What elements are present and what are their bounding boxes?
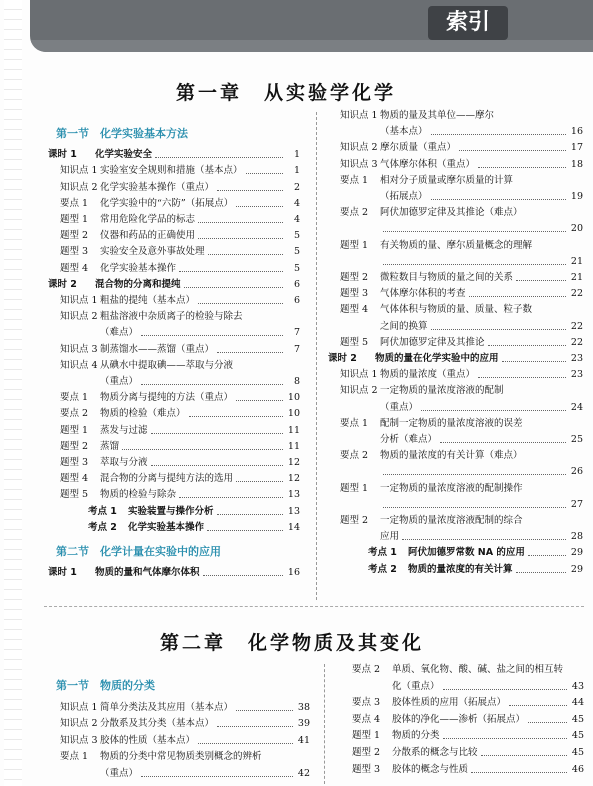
- page-number: 44: [571, 697, 584, 709]
- page-number: 43: [571, 680, 584, 692]
- entry-text: 从碘水中提取碘——萃取与分液: [100, 359, 234, 371]
- entry-tag: 题型 4: [340, 304, 369, 316]
- entry-tag: 知识点 3: [340, 158, 378, 170]
- page-number: 1: [293, 149, 300, 161]
- index-entry: [340, 515, 583, 527]
- entry-text: 阿伏加德罗定律及其推论: [380, 336, 485, 348]
- dot-leader: [383, 474, 566, 475]
- page-number: 24: [570, 401, 583, 413]
- index-entry: [60, 392, 300, 404]
- entry-text: 物质的分类中常见物质类别概念的辨析: [100, 751, 262, 763]
- entry-tag: 题型 2: [60, 440, 89, 452]
- page-number: 42: [297, 768, 310, 779]
- dot-leader: [184, 287, 283, 288]
- entry-tag: 考点 1: [368, 547, 397, 559]
- index-entry: [60, 214, 300, 226]
- dot-leader: [509, 705, 567, 706]
- chapter-divider: [44, 606, 584, 607]
- entry-text: 蒸馏: [100, 440, 120, 452]
- entry-tag: 知识点 2: [60, 181, 98, 193]
- page-number: 4: [293, 214, 300, 225]
- entry-text: 仪器和药品的正确使用: [100, 230, 196, 242]
- index-entry: [60, 263, 300, 275]
- entry-continuation: [340, 191, 583, 203]
- column-divider-1: [316, 112, 317, 600]
- dot-leader: [478, 167, 566, 168]
- entry-text: 阿伏加德罗常数 NA 的应用: [408, 547, 525, 559]
- dot-leader: [528, 722, 567, 723]
- index-entry: [60, 360, 300, 372]
- entry-tag: 题型 1: [340, 239, 369, 251]
- entry-text: 化（重点）: [392, 680, 440, 692]
- entry-text: 常用危险化学品的标志: [100, 214, 196, 225]
- entry-tag: 知识点 1: [340, 369, 378, 381]
- index-entry: [340, 207, 583, 219]
- entry-text: （重点）: [100, 768, 139, 779]
- entry-tag: 知识点 2: [340, 142, 378, 154]
- dot-leader: [383, 231, 566, 232]
- entry-tag: 考点 2: [88, 521, 117, 533]
- page-number: 11: [287, 424, 300, 436]
- page-number: 39: [297, 718, 310, 730]
- entry-text: 胶体性质的应用（拓展点）: [392, 697, 507, 709]
- entry-text: 一定物质的量浓度溶液的配制: [380, 385, 504, 397]
- page-number: 38: [297, 701, 310, 713]
- index-entry: [60, 198, 300, 210]
- entry-text: 之间的换算: [380, 320, 428, 332]
- entry-text: 一定物质的量浓度溶液配制的综合: [380, 515, 523, 526]
- entry-tag: 考点 2: [368, 563, 397, 575]
- page-number: 45: [571, 747, 584, 758]
- entry-text: 实验室安全规则和措施（基本点）: [100, 165, 243, 177]
- entry-text: 物质的量浓度的有关计算（难点）: [380, 450, 523, 462]
- header-bar: [30, 0, 593, 52]
- entry-tag: 知识点 1: [340, 110, 378, 121]
- entry-tag: 知识点 2: [340, 385, 378, 397]
- index-entry: [60, 489, 300, 501]
- entry-tag: 要点 1: [340, 174, 369, 186]
- entry-text: 物质的量浓度（重点）: [380, 369, 476, 381]
- entry-tag: 知识点 1: [60, 165, 98, 177]
- entry-text: 相对分子质量或摩尔质量的计算: [380, 174, 514, 186]
- entry-tag: 题型 3: [352, 763, 381, 775]
- entry-tag: 题型 2: [352, 747, 381, 758]
- page-number: 22: [570, 336, 583, 348]
- entry-text: 化学实验基本操作（重点）: [100, 181, 215, 193]
- page-number: 23: [570, 353, 583, 364]
- dot-leader: [236, 400, 283, 401]
- page-number: 13: [287, 505, 300, 517]
- entry-text: 物质的量和气体摩尔体积: [95, 567, 200, 579]
- entry-text: （难点）: [100, 327, 139, 339]
- dot-leader: [179, 271, 283, 272]
- entry-tag: 要点 1: [60, 197, 89, 209]
- index-entry: [60, 344, 300, 356]
- entry-continuation: [60, 768, 310, 780]
- dot-leader: [488, 345, 566, 346]
- dot-leader: [122, 449, 283, 450]
- index-entry: [352, 730, 584, 742]
- entry-text: 实验装置与操作分析: [128, 505, 214, 517]
- entry-text: 物质的检验（难点）: [100, 408, 186, 420]
- index-entry: [340, 385, 583, 397]
- entry-tag: 题型 1: [60, 424, 89, 436]
- page-number: 26: [570, 466, 583, 478]
- index-entry: [60, 425, 300, 437]
- page-number: 12: [287, 457, 300, 468]
- section-heading: 第一节 物质的分类: [56, 679, 155, 692]
- entry-text: 粗盐的提纯（基本点）: [100, 295, 196, 306]
- entry-tag: 知识点 1: [60, 701, 98, 713]
- entry-text: （基本点）: [380, 126, 428, 138]
- entry-tag: 题型 2: [60, 230, 89, 242]
- entry-tag: 课时 2: [328, 353, 357, 364]
- dot-leader: [217, 352, 283, 353]
- index-entry: [340, 240, 583, 252]
- index-entry: [340, 142, 583, 154]
- entry-text: 一定物质的量浓度溶液的配制操作: [380, 482, 523, 494]
- dot-leader: [471, 772, 567, 773]
- dot-leader: [443, 689, 567, 690]
- dot-leader: [155, 157, 283, 158]
- entry-continuation: [340, 321, 583, 333]
- dot-leader: [431, 329, 566, 330]
- entry-tag: 题型 3: [60, 246, 89, 258]
- entry-tag: 题型 1: [352, 730, 381, 742]
- page-number: 19: [570, 191, 583, 202]
- dot-leader: [421, 410, 566, 411]
- page-number: 23: [570, 369, 583, 381]
- entry-text: 制蒸馏水——蒸馏（重点）: [100, 343, 215, 355]
- page-number: 29: [570, 563, 583, 575]
- index-entry: [368, 547, 583, 559]
- entry-tag: 题型 5: [340, 336, 369, 348]
- index-entry: [48, 567, 300, 579]
- entry-text: 化学实验中的“六防”（拓展点）: [100, 197, 234, 209]
- entry-text: 蒸发与过滤: [100, 424, 148, 436]
- index-entry: [352, 664, 584, 676]
- entry-tag: 题型 1: [340, 482, 369, 494]
- dot-leader: [431, 134, 566, 135]
- dot-leader: [246, 173, 283, 174]
- index-entry: [340, 418, 583, 430]
- entry-text: 物质的量浓度的有关计算: [408, 563, 513, 575]
- page-number: 16: [287, 567, 300, 579]
- entry-text: 实验安全及意外事故处理: [100, 246, 205, 258]
- entry-tag: 要点 2: [340, 450, 369, 462]
- entry-continuation: [60, 327, 300, 339]
- entry-text: 化学实验基本操作: [128, 521, 205, 533]
- index-entry: [60, 165, 300, 177]
- dot-leader: [502, 361, 566, 362]
- dot-leader: [383, 264, 566, 265]
- dot-leader: [459, 150, 566, 151]
- page-number: 5: [293, 246, 300, 258]
- entry-continuation: [352, 681, 584, 693]
- index-entry: [340, 450, 583, 462]
- entry-text: 分散系及其分类（基本点）: [100, 718, 215, 730]
- dot-leader: [151, 433, 283, 434]
- entry-tag: 要点 1: [60, 751, 89, 763]
- index-entry: [60, 473, 300, 485]
- page-number: 7: [293, 327, 300, 339]
- entry-tag: 题型 4: [60, 262, 89, 274]
- entry-continuation: [340, 466, 583, 478]
- dot-leader: [236, 206, 283, 207]
- dot-leader: [402, 539, 566, 540]
- entry-text: 配制一定物质的量浓度溶液的误差: [380, 417, 523, 429]
- index-entry: [60, 457, 300, 469]
- dot-leader: [179, 497, 283, 498]
- dot-leader: [141, 335, 283, 336]
- entry-text: 萃取与分液: [100, 457, 148, 468]
- page-number: 2: [293, 181, 300, 193]
- page-number: 18: [570, 158, 583, 170]
- dot-leader: [189, 416, 283, 417]
- dot-leader: [141, 776, 293, 777]
- entry-text: 气体摩尔体积（重点）: [380, 158, 476, 170]
- entry-text: 化学实验安全: [95, 149, 153, 161]
- index-entry: [340, 483, 583, 495]
- entry-text: 物质的检验与除杂: [100, 489, 177, 501]
- entry-text: 气体体积与物质的量、质量、粒子数: [380, 304, 533, 316]
- entry-tag: 要点 3: [352, 697, 381, 709]
- entry-tag: 题型 4: [60, 473, 89, 485]
- entry-tag: 课时 1: [48, 149, 77, 161]
- page-number: 41: [297, 734, 310, 746]
- dot-leader: [528, 555, 566, 556]
- entry-text: 胶体的性质（基本点）: [100, 734, 196, 746]
- entry-text: （拓展点）: [380, 191, 428, 202]
- dot-leader: [198, 222, 283, 223]
- entry-text: 微粒数目与物质的量之间的关系: [380, 272, 514, 283]
- dot-leader: [469, 296, 566, 297]
- dot-leader: [207, 530, 283, 531]
- dot-leader: [141, 384, 283, 385]
- entry-text: 气体摩尔体积的考查: [380, 288, 466, 300]
- page-number: 21: [570, 255, 583, 267]
- index-entry: [60, 702, 310, 714]
- index-entry: [48, 279, 300, 291]
- entry-tag: 考点 1: [88, 505, 117, 517]
- page-number: 45: [571, 730, 584, 742]
- entry-tag: 题型 3: [60, 457, 89, 468]
- dot-leader: [236, 481, 283, 482]
- entry-text: 简单分类法及其应用（基本点）: [100, 701, 234, 713]
- dot-leader: [431, 199, 566, 200]
- entry-text: 化学实验基本操作: [100, 262, 177, 274]
- dot-leader: [383, 507, 566, 508]
- page-number: 4: [293, 197, 300, 209]
- chapter2-title: 第二章 化学物质及其变化: [160, 632, 425, 654]
- entry-tag: 题型 3: [340, 288, 369, 300]
- entry-text: 有关物质的量、摩尔质量概念的理解: [380, 239, 533, 251]
- page-number: 12: [287, 473, 300, 485]
- dot-leader: [208, 254, 283, 255]
- page-number: 46: [571, 763, 584, 775]
- entry-tag: 要点 4: [352, 713, 381, 725]
- entry-continuation: [340, 531, 583, 543]
- entry-text: 单质、氧化物、酸、碱、盐之间的相互转: [392, 664, 564, 675]
- dot-leader: [198, 743, 293, 744]
- page-number: 22: [570, 320, 583, 332]
- entry-tag: 知识点 2: [60, 718, 98, 730]
- page-number: 7: [293, 343, 300, 355]
- page-number: 17: [570, 142, 583, 154]
- dot-leader: [516, 572, 566, 573]
- entry-text: 阿伏加德罗定律及其推论（难点）: [380, 207, 523, 219]
- page-number: 6: [293, 295, 300, 306]
- entry-text: 混合物的分离和提纯: [95, 278, 181, 290]
- page-number: 1: [293, 165, 300, 177]
- index-entry: [352, 714, 584, 726]
- page-number: 22: [570, 288, 583, 300]
- dot-leader: [440, 442, 566, 443]
- index-entry: [340, 110, 583, 122]
- page-number: 14: [287, 521, 300, 533]
- entry-tag: 知识点 2: [60, 311, 98, 323]
- index-entry: [340, 175, 583, 187]
- index-entry: [60, 441, 300, 453]
- index-entry: [340, 272, 583, 284]
- dot-leader: [217, 514, 283, 515]
- index-entry: [60, 735, 310, 747]
- page-number: 29: [570, 547, 583, 559]
- index-entry: [60, 408, 300, 420]
- dot-leader: [198, 303, 283, 304]
- entry-text: 物质的量在化学实验中的应用: [375, 353, 499, 364]
- page-number: 21: [570, 272, 583, 283]
- page-number: 25: [570, 434, 583, 445]
- index-entry: [352, 764, 584, 776]
- page-number: 20: [570, 223, 583, 235]
- page-number: 11: [287, 440, 300, 452]
- index-entry: [328, 353, 583, 365]
- index-entry: [352, 697, 584, 709]
- entry-tag: 知识点 1: [60, 295, 98, 306]
- index-entry: [60, 311, 300, 323]
- entry-tag: 要点 2: [60, 408, 89, 420]
- entry-tag: 要点 2: [352, 664, 381, 675]
- index-entry: [88, 522, 300, 534]
- entry-tag: 要点 1: [60, 392, 89, 404]
- entry-tag: 题型 1: [60, 214, 89, 225]
- index-entry: [60, 230, 300, 242]
- entry-tag: 题型 2: [340, 515, 369, 526]
- entry-text: 分散系的概念与比较: [392, 747, 478, 758]
- dot-leader: [481, 755, 567, 756]
- entry-text: 胶体的净化——渗析（拓展点）: [392, 713, 526, 725]
- index-entry: [340, 369, 583, 381]
- dot-leader: [198, 238, 283, 239]
- entry-text: 粗盐溶液中杂质离子的检验与除去: [100, 311, 243, 323]
- page-number: 28: [570, 531, 583, 543]
- entry-continuation: [60, 376, 300, 388]
- entry-text: 混合物的分离与提纯方法的选用: [100, 473, 234, 485]
- dot-leader: [217, 190, 283, 191]
- dot-leader: [236, 710, 293, 711]
- entry-text: （重点）: [100, 376, 139, 387]
- entry-continuation: [340, 126, 583, 138]
- dot-leader: [203, 575, 283, 576]
- page-number: 5: [293, 230, 300, 242]
- index-entry: [340, 288, 583, 300]
- entry-tag: 题型 2: [340, 272, 369, 283]
- entry-tag: 知识点 4: [60, 359, 98, 371]
- page-number: 10: [287, 392, 300, 404]
- entry-text: （重点）: [380, 401, 419, 413]
- dot-leader: [478, 377, 566, 378]
- entry-text: 摩尔质量（重点）: [380, 142, 457, 154]
- index-entry: [60, 751, 310, 763]
- index-entry: [352, 747, 584, 759]
- entry-tag: 知识点 3: [60, 343, 98, 355]
- entry-text: 物质分离与提纯的方法（重点）: [100, 392, 234, 404]
- index-entry: [60, 718, 310, 730]
- entry-tag: 课时 1: [48, 567, 77, 579]
- index-title: 索引: [428, 6, 508, 40]
- index-entry: [60, 182, 300, 194]
- page-number: 45: [571, 713, 584, 725]
- section-heading: 第一节 化学实验基本方法: [56, 127, 188, 140]
- entry-text: 胶体的概念与性质: [392, 763, 469, 775]
- entry-continuation: [340, 499, 583, 511]
- entry-continuation: [340, 402, 583, 414]
- index-entry: [340, 337, 583, 349]
- page-number: 8: [293, 376, 300, 387]
- entry-tag: 要点 1: [340, 417, 369, 429]
- dot-leader: [217, 726, 293, 727]
- index-entry: [60, 295, 300, 307]
- spiral-binding: [4, 0, 22, 786]
- index-entry: [368, 564, 583, 576]
- dot-leader: [151, 465, 283, 466]
- entry-tag: 要点 2: [340, 207, 369, 219]
- column-divider-2: [324, 664, 325, 784]
- dot-leader: [516, 280, 566, 281]
- page-number: 6: [293, 278, 300, 290]
- index-entry: [340, 304, 583, 316]
- chapter1-title: 第一章 从实验学化学: [176, 82, 397, 104]
- index-entry: [48, 149, 300, 161]
- entry-text: 应用: [380, 531, 400, 543]
- page-number: 5: [293, 262, 300, 274]
- index-entry: [60, 246, 300, 258]
- page-number: 16: [570, 126, 583, 138]
- section-heading: 第二节 化学计量在实验中的应用: [56, 545, 221, 558]
- entry-continuation: [340, 223, 583, 235]
- entry-tag: 题型 5: [60, 489, 89, 501]
- page-number: 13: [287, 489, 300, 501]
- entry-continuation: [340, 434, 583, 446]
- entry-tag: 课时 2: [48, 278, 77, 290]
- entry-text: 物质的量及其单位——摩尔: [380, 110, 495, 121]
- entry-continuation: [340, 256, 583, 268]
- index-entry: [88, 506, 300, 518]
- entry-text: 物质的分类: [392, 730, 440, 742]
- entry-text: 分析（难点）: [380, 434, 438, 445]
- page-number: 10: [287, 408, 300, 420]
- index-entry: [340, 159, 583, 171]
- header-band: [30, 40, 593, 52]
- page-number: 27: [570, 498, 583, 510]
- dot-leader: [443, 738, 567, 739]
- entry-tag: 知识点 3: [60, 734, 98, 746]
